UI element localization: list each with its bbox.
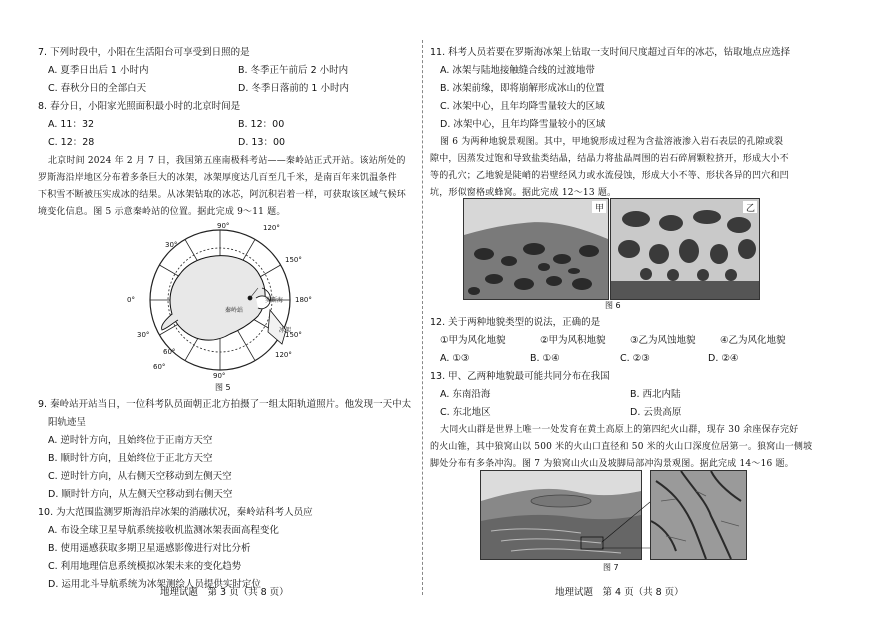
left-footer: 地理试题 第 3 页（共 8 页）: [160, 587, 289, 598]
map-station-label: 秦岭站: [225, 307, 244, 314]
q11-stem: 11. 科考人员若要在罗斯海冰架上钻取一支时间尺度超过百年的冰芯，钻取地点应选择: [430, 47, 791, 58]
map-label-60e: 60°: [153, 363, 166, 371]
map-label-60w: 60°: [163, 348, 176, 356]
q9-option-a: A. 逆时针方向，且始终位于正南方天空: [48, 435, 213, 446]
map-label-150w: 150°: [285, 256, 302, 264]
map-label-top: 90°: [217, 222, 230, 230]
q13-stem: 13. 甲、乙两种地貌最可能共同分布在我国: [430, 371, 610, 382]
q7-option-d: D. 冬季日落前的 1 小时内: [238, 83, 349, 94]
material2-line-1: 图 6 为两种地貌景观图。其中，甲地貌形成过程为含盐溶液渗入岩石表层的孔隙或裂: [440, 137, 784, 147]
q9-option-d: D. 顺时针方向，从左侧天空移动到右侧天空: [48, 489, 233, 500]
map-label-bottom: 90°: [213, 372, 226, 380]
map-label-180: 180°: [295, 296, 312, 304]
q12-option-b: B. ①④: [530, 353, 560, 364]
q12-option-a: A. ①③: [440, 353, 470, 364]
material-line-1: 北京时间 2024 年 2 月 7 日，我国第五座南极科考站——秦岭站正式开站。该站所处的: [48, 156, 406, 166]
q12-option-c: C. ②③: [620, 353, 650, 364]
q9-option-c: C. 逆时针方向，从右侧天空移动到左侧天空: [48, 471, 232, 482]
q9-option-b: B. 顺时针方向，且始终位于正北方天空: [48, 453, 213, 464]
q12-statement-2: ②甲为风积地貌: [540, 335, 606, 346]
q8-option-b: B. 12：00: [238, 119, 285, 130]
q10-stem: 10. 为大范围监测罗斯海沿岸冰架的消融状况，秦岭站科考人员应: [38, 507, 313, 518]
q7-stem: 7. 下列时段中，小阳在生活阳台可享受到日照的是: [38, 47, 250, 58]
q12-statement-3: ③乙为风蚀地貌: [630, 335, 696, 346]
q11-option-a: A. 冰架与陆地接触缝合线的过渡地带: [440, 65, 595, 76]
photo-yi: [610, 198, 760, 300]
q11-option-d: D. 冰架中心，且年均降雪量较小的区域: [440, 119, 606, 130]
material2-line-3: 等的孔穴；乙地貌是陡峭的岩壁经风力或水流侵蚀，形成大小不等、形状各异的凹穴和凹: [430, 171, 789, 181]
q10-option-b: B. 使用遥感获取多期卫星遥感影像进行对比分析: [48, 543, 251, 554]
q13-option-b: B. 西北内陆: [630, 389, 681, 400]
q13-option-c: C. 东北地区: [440, 407, 491, 418]
q7-option-c: C. 春秋分日的全部白天: [48, 83, 147, 94]
fig5-caption: 图 5: [215, 383, 231, 392]
material3-line-3: 脚处分布有多条冲沟。图 7 为狼窝山火山及坡脚局部冲沟景观图。据此完成 14～16 题。: [430, 459, 794, 469]
q8-option-c: C. 12：28: [48, 137, 95, 148]
q11-option-b: B. 冰架前缘，即将崩解形成冰山的位置: [440, 83, 605, 94]
map-label-30e: 30°: [137, 331, 150, 339]
photo-gullies: [650, 470, 747, 560]
q13-option-a: A. 东南沿海: [440, 389, 491, 400]
q11-option-c: C. 冰架中心，且年均降雪量较大的区域: [440, 101, 605, 112]
fig7-caption: 图 7: [603, 563, 619, 572]
antarctic-map: [125, 222, 315, 380]
q12-statement-1: ①甲为风化地貌: [440, 335, 506, 346]
material2-line-2: 隙中，因蒸发过饱和导致盐类结晶，结晶力将盐晶周围的岩石碎屑颗粒挤开，形成大小不: [430, 154, 789, 164]
q12-stem: 12. 关于两种地貌类型的说法，正确的是: [430, 317, 601, 328]
q8-option-a: A. 11：32: [48, 119, 95, 130]
q7-option-b: B. 冬季正午前后 2 小时内: [238, 65, 349, 76]
q13-option-d: D. 云贵高原: [630, 407, 682, 418]
map-label-30w: 30°: [165, 241, 178, 249]
fig6-caption: 图 6: [605, 301, 621, 310]
map-label-150e: 150°: [285, 331, 302, 339]
q8-option-d: D. 13：00: [238, 137, 286, 148]
map-shelf-label: 冰架: [279, 327, 292, 334]
material-line-4: 境变化信息。图 5 示意秦岭站的位置。据此完成 9～11 题。: [38, 207, 286, 217]
material-line-2: 罗斯海沿岸地区分布着多条巨大的冰架，冰架厚度达几百至几千米，是南百年来饥温条件: [38, 173, 397, 183]
material3-line-1: 大同火山群是世界上唯一一处发育在黄土高原上的第四纪火山群，现存 30 余座保存完好: [440, 425, 799, 435]
material2-line-4: 坑，形似窗格或蜂窝。据此完成 12～13 题。: [430, 188, 617, 198]
material-line-3: 下积雪不断被压实成冰的结果。从冰架钻取的冰芯，阿沉积岩着一样，可获取该区域气候环: [38, 190, 407, 200]
photo-jia-label: 甲: [595, 204, 605, 214]
page-divider: [422, 40, 423, 595]
q10-option-c: C. 利用地理信息系统模拟冰架未来的变化趋势: [48, 561, 242, 572]
map-sea-label: 罗斯海: [265, 297, 284, 304]
fig7-connector: [600, 500, 652, 550]
q12-statement-4: ④乙为风化地貌: [720, 335, 786, 346]
q8-stem: 8. 春分日，小阳家光照面积最小时的北京时间是: [38, 101, 241, 112]
photo-yi-label: 乙: [746, 204, 756, 214]
q9-stem-1: 9. 秦岭站开站当日，一位科考队员面朝正北方拍摄了一组太阳轨道照片。他发现一天中太: [38, 399, 412, 410]
photo-jia: [463, 198, 609, 300]
map-label-120e: 120°: [275, 351, 292, 359]
map-label-120w: 120°: [263, 224, 280, 232]
right-footer: 地理试题 第 4 页（共 8 页）: [555, 587, 684, 598]
q10-option-d: D. 运用北斗导航系统为冰架测绘人员提供实时定位: [48, 579, 261, 590]
q9-stem-2: 阳轨迹呈: [48, 417, 87, 428]
q7-option-a: A. 夏季日出后 1 小时内: [48, 65, 149, 76]
q10-option-a: A. 布设全球卫星导航系统接收机监测冰架表面高程变化: [48, 525, 279, 536]
q12-option-d: D. ②④: [708, 353, 739, 364]
material3-line-2: 的火山锥，其中狼窝山以 500 米的火山口直径和 50 米的火山口深度位居第一。狼窝山一侧坡: [430, 442, 813, 452]
map-label-0: 0°: [127, 296, 135, 304]
